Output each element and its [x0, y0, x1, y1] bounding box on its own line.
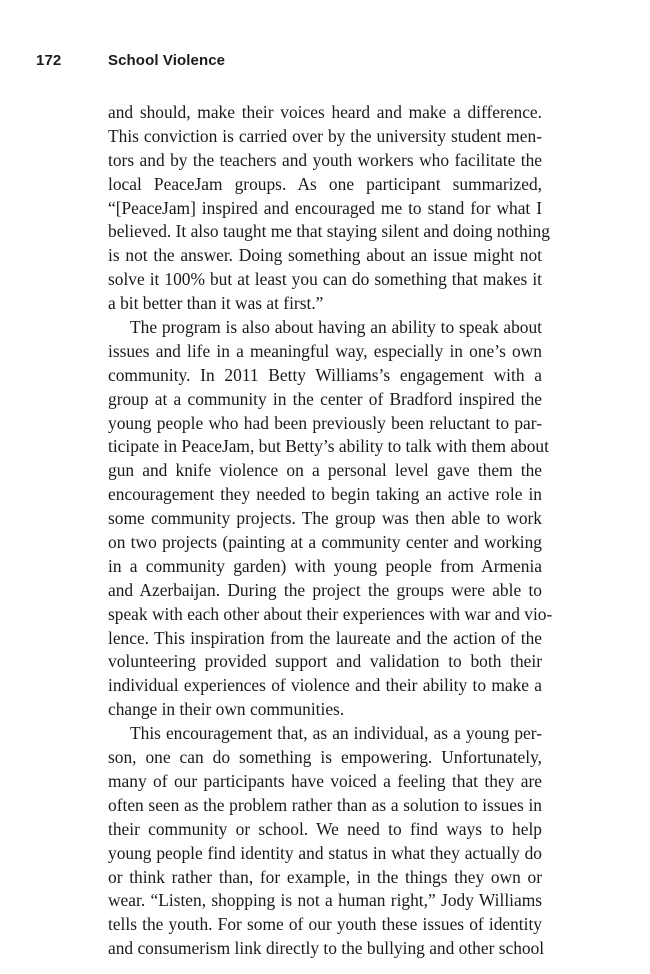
text-line: in a community garden) with young people from Armenia	[108, 555, 542, 576]
text-line: and Azerbaijan. During the project the groups were able to	[108, 579, 542, 600]
text-line: wear. “Listen, shopping is not a human right,” Jody Williams	[108, 890, 542, 911]
text-line: on two projects (painting at a community center and working	[108, 532, 542, 553]
text-line: This encouragement that, as an individual, as a young per-	[130, 723, 542, 744]
text-line: their community or school. We need to find ways to help	[108, 818, 542, 839]
text-line: young people who had been previously been reluctant to par-	[108, 412, 542, 433]
text-line: and consumerism link directly to the bullying and other school	[108, 938, 545, 959]
text-line: community. In 2011 Betty Williams’s engagement with a	[108, 364, 542, 385]
text-line: some community projects. The group was then able to work	[108, 508, 542, 529]
text-line: often seen as the problem rather than as a solution to issues in	[108, 794, 542, 815]
text-line: is not the answer. Doing something about an issue might not	[108, 245, 542, 266]
text-line: ticipate in PeaceJam, but Betty’s ability to talk with them about	[108, 436, 549, 457]
text-line: son, one can do something is empowering. Unfortunately,	[108, 747, 542, 768]
text-line: or think rather than, for example, in the things they own or	[108, 866, 542, 887]
text-line: local PeaceJam groups. As one participant summarized,	[108, 173, 542, 194]
text-line: tors and by the teachers and youth workers who facilitate the	[108, 149, 542, 170]
paragraph	[108, 101, 550, 316]
paragraph	[108, 316, 553, 722]
running-title: School Violence	[108, 52, 226, 69]
text-line: “[PeaceJam] inspired and encouraged me to stand for what I	[108, 197, 542, 218]
text-line: gun and knife violence on a personal level gave them the	[108, 460, 542, 481]
text-line: believed. It also taught me that staying silent and doing nothing	[108, 221, 550, 242]
text-line: This conviction is carried over by the university student men-	[108, 125, 542, 146]
text-line: encouragement they needed to begin taking an active role in	[108, 484, 542, 505]
text-line: individual experiences of violence and their ability to make a	[108, 675, 542, 696]
text-line: The program is also about having an ability to speak about	[130, 317, 542, 338]
text-line: tells the youth. For some of our youth these issues of identity	[108, 914, 542, 935]
text-line: group at a community in the center of Bradford inspired the	[108, 388, 542, 409]
text-line: and should, make their voices heard and make a difference.	[108, 102, 542, 122]
page-number: 172	[36, 52, 62, 69]
text-line: lence. This inspiration from the laureate and the action of the	[108, 627, 542, 648]
body-text	[108, 101, 553, 961]
text-line: issues and life in a meaningful way, especially in one’s own	[108, 340, 542, 361]
text-line: speak with each other about their experiences with war and vio-	[108, 603, 553, 624]
paragraph	[108, 722, 545, 961]
text-line: young people find identity and status in what they actually do	[108, 842, 542, 863]
text-line: change in their own communities.	[108, 699, 345, 720]
running-head	[36, 52, 225, 69]
text-line: solve it 100% but at least you can do something that makes it	[108, 269, 542, 290]
text-line: a bit better than it was at first.”	[108, 293, 324, 314]
text-line: many of our participants have voiced a feeling that they are	[108, 770, 542, 791]
text-line: volunteering provided support and validation to both their	[108, 651, 542, 672]
